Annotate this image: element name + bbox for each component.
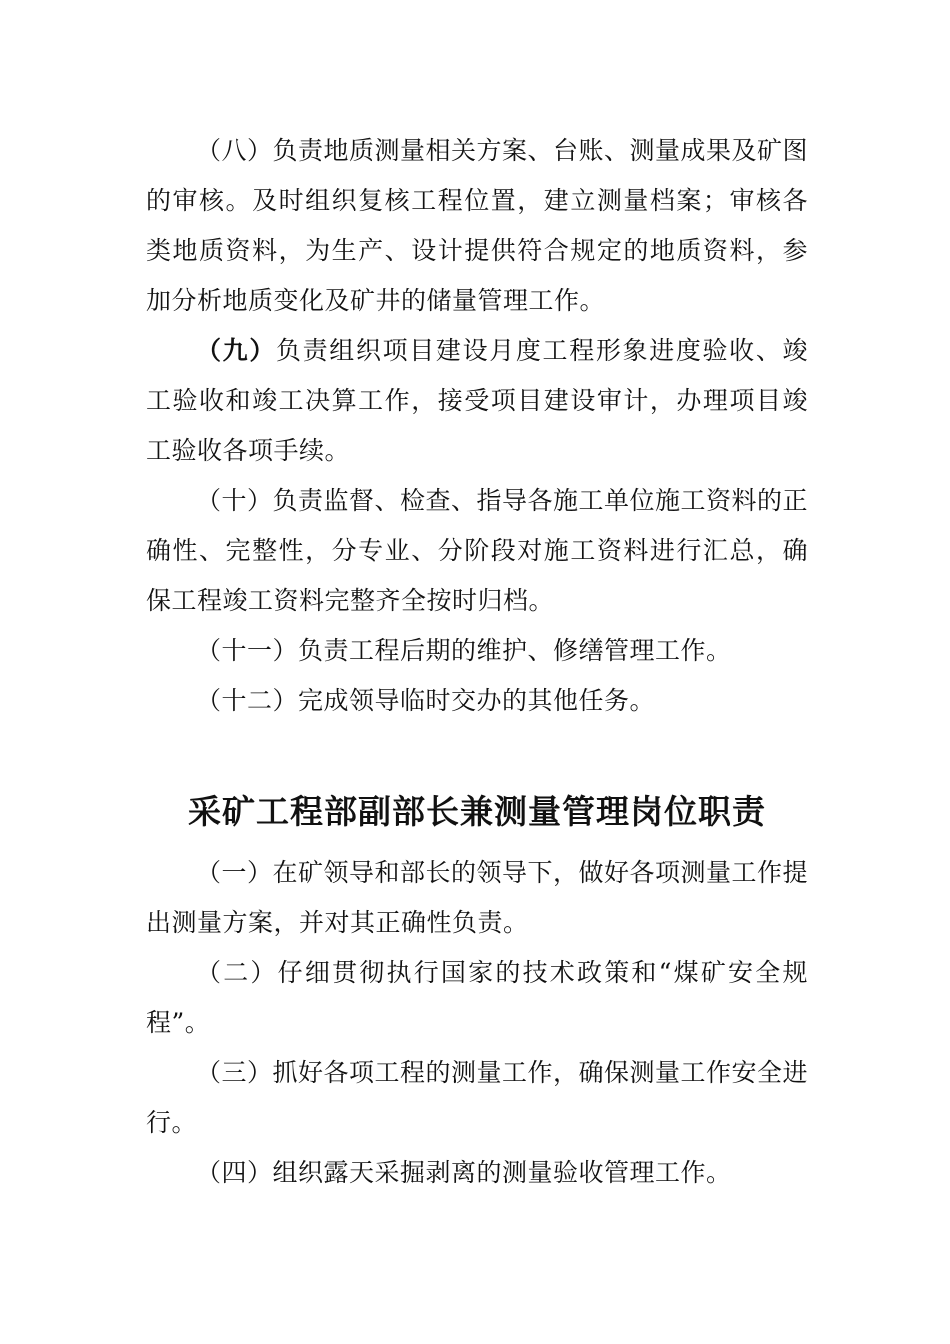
- paragraph-duty-4: （四）组织露天采掘剥离的测量验收管理工作。: [196, 1158, 732, 1187]
- item-9-number: （九）: [196, 336, 276, 365]
- paragraph-item-12: （十二）完成领导临时交办的其他任务。: [196, 686, 656, 715]
- item-9-text: 负责组织项目建设月度工程形象进度验收、竣工验收和竣工决算工作，接受项目建设审计，办理项目竣工验收各项手续。: [146, 336, 808, 465]
- paragraph-item-9: [146, 326, 808, 476]
- paragraph-duty-3: （三）抓好各项工程的测量工作，确保测量工作安全进行。: [146, 1058, 809, 1137]
- paragraph-duty-2: （二）仔细贯彻执行国家的技术政策和“煤矿安全规程”。: [146, 958, 808, 1037]
- paragraph-item-10: （十）负责监督、检查、指导各施工单位施工资料的正确性、完整性，分专业、分阶段对施工资料进行汇总，确保工程竣工资料完整齐全按时归档。: [146, 486, 809, 615]
- paragraph-duty-1: （一）在矿领导和部长的领导下，做好各项测量工作提出测量方案，并对其正确性负责。: [146, 858, 809, 937]
- paragraph-item-8: （八）负责地质测量相关方案、台账、测量成果及矿图的审核。及时组织复核工程位置，建立测量档案；审核各类地质资料，为生产、设计提供符合规定的地质资料，参加分析地质变化及矿井的储量管理工作。: [146, 136, 809, 315]
- paragraph-item-11: （十一）负责工程后期的维护、修缮管理工作。: [196, 636, 732, 665]
- section-title: 采矿工程部副部长兼测量管理岗位职责: [188, 792, 766, 831]
